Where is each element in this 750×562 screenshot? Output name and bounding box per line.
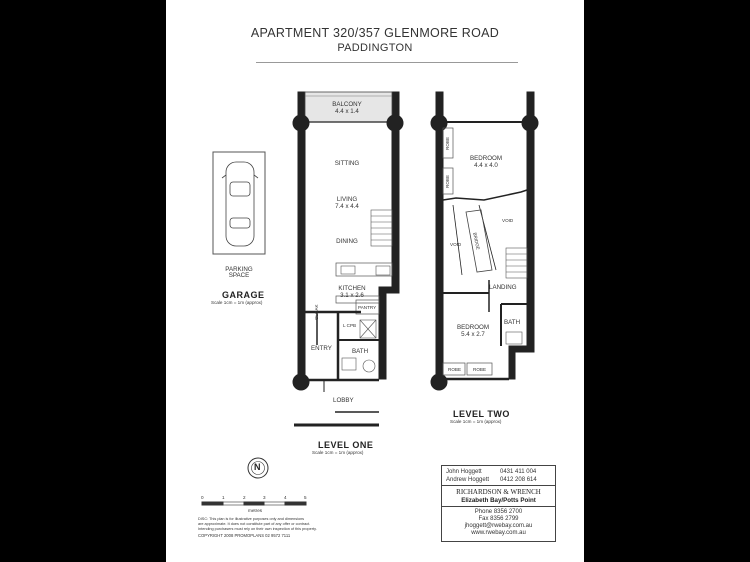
agent-1-name: John Hoggett [446, 469, 482, 475]
agency-divider-2 [442, 506, 555, 507]
room-label-landing: LANDING [489, 284, 517, 291]
room-label-balcony: BALCONY [332, 101, 362, 108]
agency-website[interactable]: www.rwebay.com.au [471, 530, 526, 536]
garage-scale: Scale 1cm = 1m (approx) [211, 300, 263, 305]
garage-parking-space [213, 152, 265, 254]
room-label-bedroom-one: BEDROOM [470, 155, 502, 162]
room-label-void-left: VOID [450, 242, 462, 247]
garage-parking-label: PARKING [225, 266, 253, 273]
level-two-scale: Scale 1cm = 1m (approx) [450, 419, 502, 424]
room-label-bath-two: BATH [504, 319, 521, 326]
room-dim-living: 7.4 x 4.4 [335, 203, 359, 210]
agent-2-name: Andrew Hoggett [446, 477, 490, 483]
scale-tick-4: 4 [284, 495, 287, 500]
room-label-robe-left: ROBE [445, 174, 450, 188]
room-label-living: LIVING [336, 196, 358, 203]
garage-title: GARAGE [222, 290, 265, 300]
scale-unit: metres [248, 508, 263, 513]
agent-2-phone: 0412 208 614 [500, 477, 537, 483]
room-label-bridge: BRIDGE [472, 232, 481, 251]
room-dim-bedroom-two: 5.4 x 2.7 [461, 331, 485, 338]
page-title: APARTMENT 320/357 GLENMORE ROAD [250, 26, 500, 40]
floorplan-sheet [166, 0, 584, 562]
room-label-bath-one: BATH [352, 348, 369, 355]
room-label-void-right: VOID [502, 218, 514, 223]
disclaimer-line-1: DISC: This plan is for illustrative purposes only and dimensions [198, 517, 305, 521]
agency-company: RICHARDSON & WRENCH [456, 488, 541, 496]
room-label-robe-bottom-2: ROBE [473, 367, 487, 372]
garage-space-label: SPACE [228, 272, 250, 279]
level-one-scale: Scale 1cm = 1m (approx) [312, 450, 364, 455]
room-label-kitchen: KITCHEN [338, 285, 366, 292]
scale-bar [202, 502, 306, 505]
level-two-title: LEVEL TWO [453, 409, 510, 419]
compass-north-letter: N [254, 462, 261, 472]
page-subtitle: PADDINGTON [337, 42, 413, 54]
room-label-robe-top: ROBE [445, 136, 450, 150]
disclaimer-line-2: are approximate. It does not constitute part of any offer or contract. [198, 522, 311, 526]
room-dim-kitchen: 3.1 x 2.6 [340, 292, 364, 299]
room-label-pantry: PANTRY [358, 305, 377, 310]
level-one-plan [293, 92, 403, 425]
room-label-lobby: LOBBY [333, 397, 354, 404]
copyright: COPYRIGHT 2008 PROMOPLANS 02 9572 7111 [198, 533, 291, 538]
room-dim-balcony: 4.4 x 1.4 [335, 108, 359, 115]
room-label-entry: ENTRY [311, 345, 332, 352]
scale-tick-0: 0 [201, 495, 204, 500]
agency-email[interactable]: jhoggett@rwebay.com.au [464, 523, 533, 529]
agency-fax: Fax 8356 2799 [478, 516, 519, 522]
scale-tick-5: 5 [304, 495, 307, 500]
room-label-lcpb: L CPB [343, 323, 357, 328]
room-label-robe-bottom-1: ROBE [448, 367, 462, 372]
room-label-cloak: CLOAK [314, 304, 319, 320]
scale-tick-2: 2 [243, 495, 246, 500]
level-one-title: LEVEL ONE [318, 440, 374, 450]
scale-tick-1: 1 [222, 495, 225, 500]
room-dim-bedroom-one: 4.4 x 4.0 [474, 162, 498, 169]
agency-phone: Phone 8356 2700 [474, 509, 523, 515]
room-label-sitting: SITTING [334, 160, 360, 167]
agency-contact-box [441, 465, 556, 542]
disclaimer-line-3: Intending purchasers must rely on their own inspection of this property. [198, 527, 317, 531]
room-label-bedroom-two: BEDROOM [457, 324, 489, 331]
agency-branch: Elizabeth Bay/Potts Point [461, 497, 536, 504]
room-label-dining: DINING [336, 238, 358, 245]
agency-divider [442, 485, 555, 486]
agent-1-phone: 0431 411 004 [500, 469, 537, 475]
car-icon [222, 162, 258, 246]
scale-tick-3: 3 [263, 495, 266, 500]
